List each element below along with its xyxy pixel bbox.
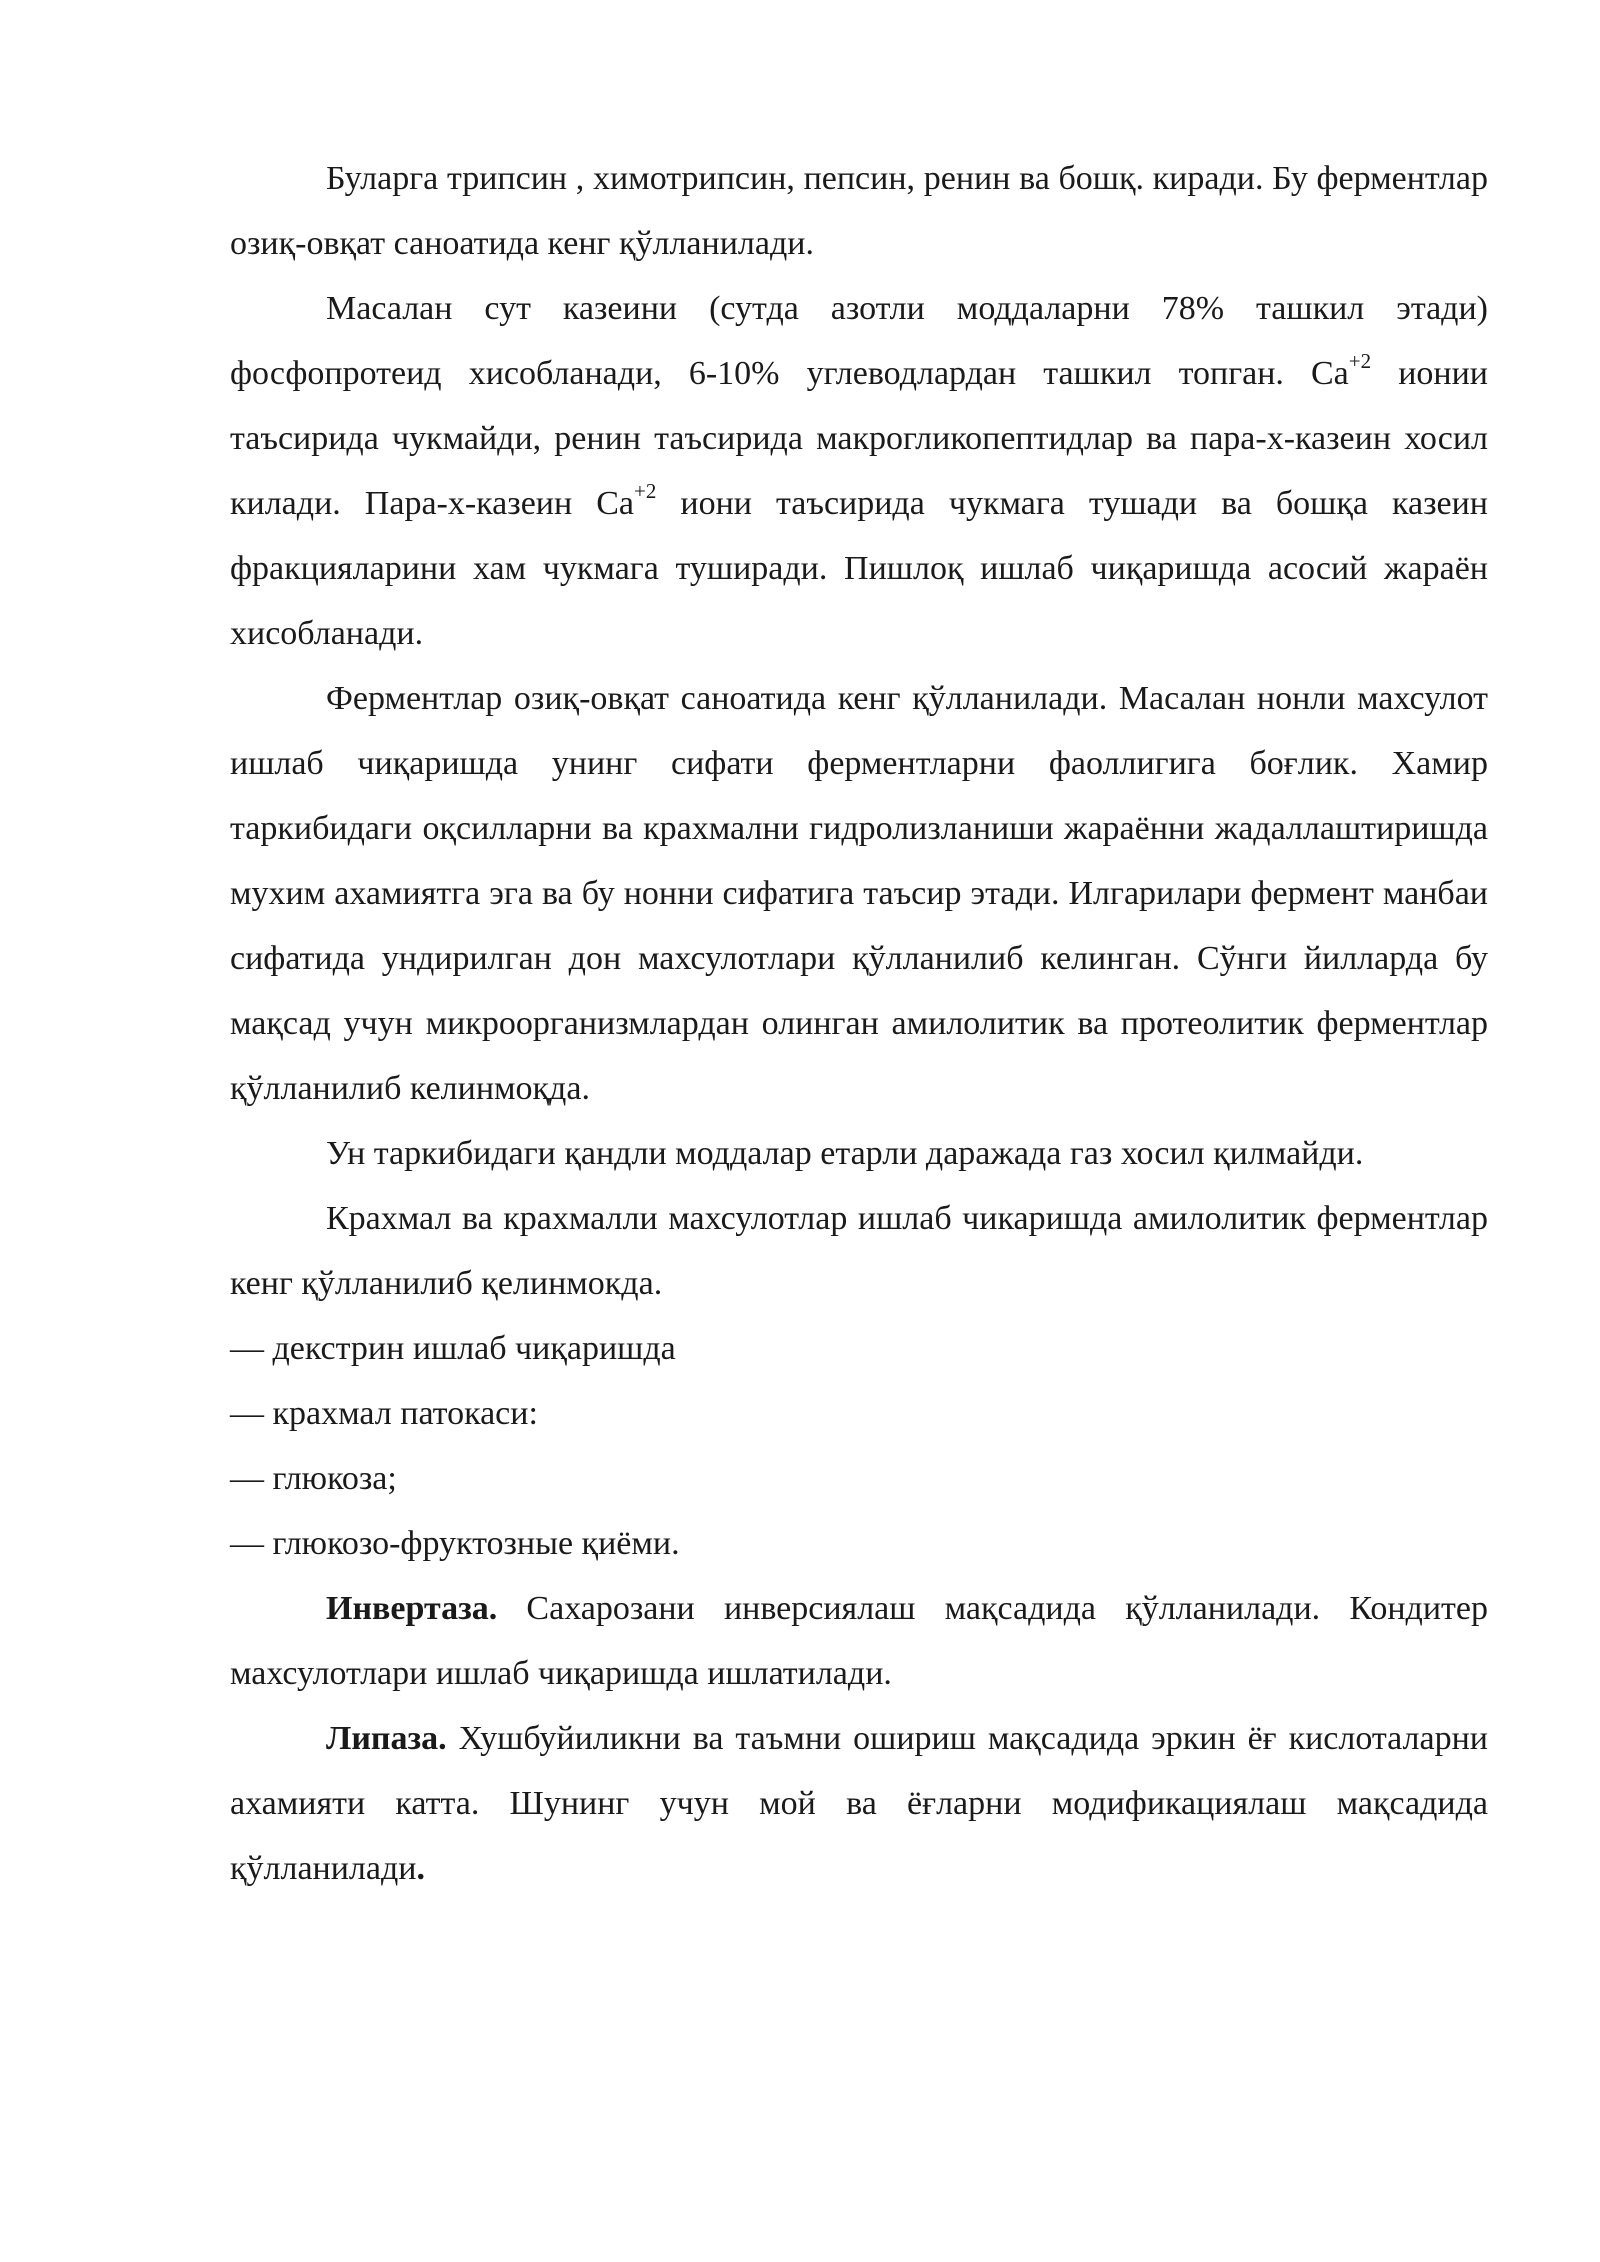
casein-text-3: иони таъсирида чукмага тушади ва бошқа казеин фракцияларини хам чукмага туширади. Пишлоқ ишлаб чиқаришда асосий жараён хисобланади.	[230, 485, 1488, 652]
list-item: — глюкозо-фруктозные қиёми.	[230, 1525, 680, 1562]
lipase-term: Липаза.	[326, 1720, 447, 1757]
casein-text-2: ионии таъсирида чукмайди, ренин таъсирида макрогликопептидлар ва пара-х-казеин хосил килади. Пара-х-казеин Ca	[230, 355, 1488, 522]
invertase-term: Инвертаза.	[326, 1590, 498, 1627]
list-item: — декстрин ишлаб чиқаришда	[230, 1330, 676, 1367]
list-item: — крахмал патокаси:	[230, 1395, 538, 1432]
paragraph-bread-enzymes: Ферментлар озиқ-овқат саноатида кенг қўлланилади. Масалан нонли махсулот ишлаб чиқаришда унинг сифати ферментларни фаоллигига боғлик. Хамир таркибидаги оқсилларни ва крахмални гидролизланиши жараённи жадаллаштиришда мухим ахамиятга эга ва бу нонни сифатига таъсир этади. Илгарилари фермент манбаи сифатида ундирилган дон махсулотлари қўлланилиб келинган. Сўнги йилларда бу мақсад учун микроорганизмлардан олинган амилолитик ва протеолитик ферментлар қўлланилиб келинмоқда.	[230, 680, 1488, 1107]
paragraph-enzymes-intro: Буларга трипсин , химотрипсин, пепсин, ренин ва бошқ. киради. Бу ферментлар озиқ-овқат саноатида кенг қўлланилади.	[230, 160, 1488, 262]
document-body	[230, 146, 1488, 1901]
paragraph-lipase	[230, 1706, 1488, 1901]
paragraph-invertase	[230, 1576, 1488, 1706]
paragraph-casein	[230, 276, 1488, 666]
invertase-text: Сахарозани инверсиялаш мақсадида қўлланилади. Кондитер махсулотлари ишлаб чиқаришда ишлатилади.	[230, 1590, 1488, 1692]
paragraph-flour-sugars: Ун таркибидаги қандли моддалар етарли даражада газ хосил қилмайди.	[326, 1135, 1364, 1172]
lipase-text: Хушбуйиликни ва таъмни ошириш мақсадида эркин ёғ кислоталарни ахамияти катта. Шунинг учун мой ва ёғларни модификациялаш мақсадида қўлланилади	[230, 1720, 1488, 1887]
lipase-period: .	[416, 1850, 425, 1887]
paragraph-starch: Крахмал ва крахмалли махсулотлар ишлаб чикаришда амилолитик ферментлар кенг қўлланилиб қелинмокда.	[230, 1200, 1488, 1302]
calcium-charge-2: +2	[634, 478, 657, 503]
starch-products-list	[230, 1316, 1488, 1576]
casein-text-1: Масалан сут казеини (сутда азотли моддаларни 78% ташкил этади) фосфопротеид хисобланади, 6-10% углеводлардан ташкил топган. Ca	[230, 290, 1488, 392]
calcium-charge-1: +2	[1348, 348, 1372, 373]
list-item: — глюкоза;	[230, 1460, 397, 1497]
